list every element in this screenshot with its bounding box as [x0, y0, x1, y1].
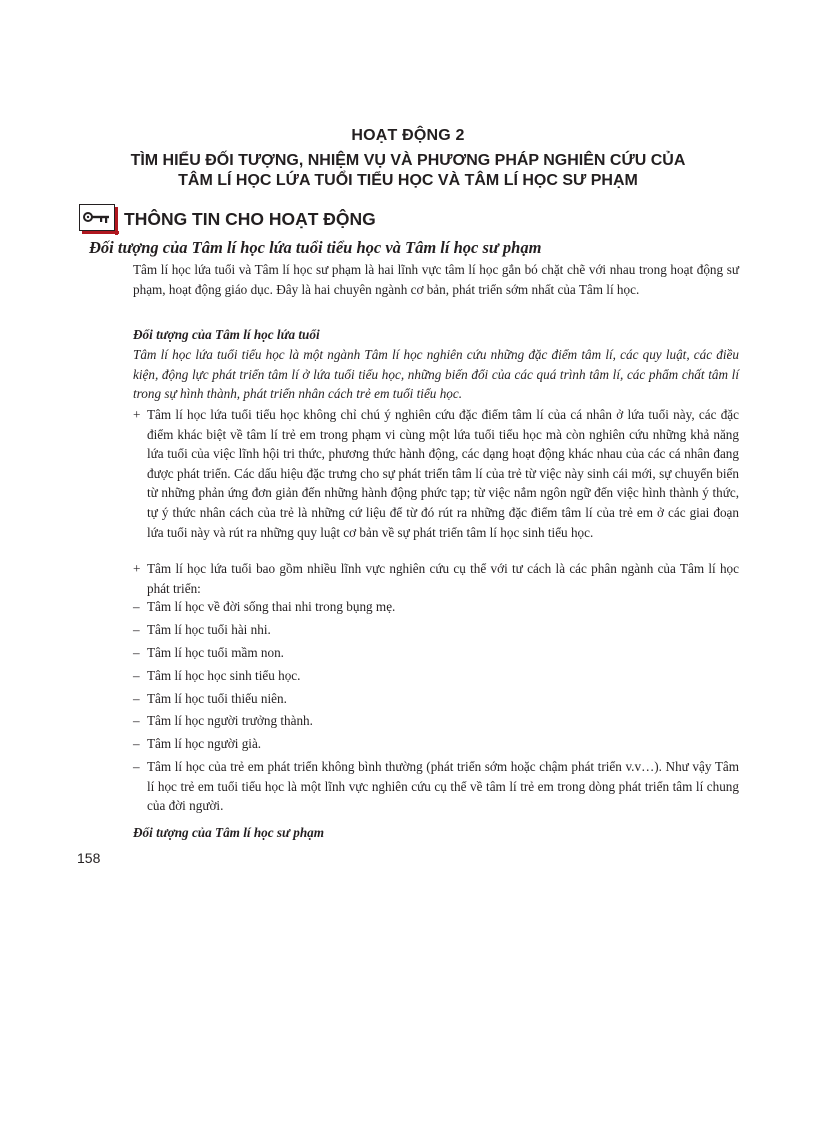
list-item-text: Tâm lí học tuổi mầm non.: [147, 644, 284, 660]
list-item: [133, 597, 739, 617]
list-item: [133, 734, 739, 754]
list-item: [133, 757, 739, 816]
dash-bullet: –: [133, 759, 140, 775]
intro-text: Tâm lí học lứa tuổi và Tâm lí học sư phạm là hai lĩnh vực tâm lí học gắn bó chặt chẽ với nhau trong hoạt động sư phạm, hoạt động giáo dục. Đây là hai chuyên ngành cơ bản, phát triển sớm nhất của Tâm lí học.: [133, 262, 739, 297]
list-item-text: Tâm lí học về đời sống thai nhi trong bụng mẹ.: [147, 599, 396, 614]
plus-bullet: +: [133, 561, 141, 576]
definition-paragraph: [133, 345, 739, 404]
list-item-text: Tâm lí học người trưởng thành.: [147, 713, 313, 729]
list-item: [133, 666, 739, 686]
list-item-text: Tâm lí học của trẻ em phát triển không bình thường (phát triển sớm hoặc chậm phát triển v.v…). Như vậy Tâm lí học trẻ em tuổi tiểu học là một lĩnh vực nghiên cứu cụ thể về tâm lí trẻ em trong dòng phát triển tâm lí chung của đời người.: [147, 759, 739, 814]
section-heading: THÔNG TIN CHO HOẠT ĐỘNG: [124, 209, 376, 229]
subheading-main: Đối tượng của Tâm lí học lứa tuổi tiểu học và Tâm lí học sư phạm: [89, 238, 542, 257]
key-glyph: [83, 210, 111, 224]
list-item: [133, 689, 739, 709]
dash-bullet: –: [133, 690, 140, 706]
plus-item-text: Tâm lí học lứa tuổi tiểu học không chỉ chú ý nghiên cứu đặc điểm tâm lí của cá nhân ở lứa tuổi này, các đặc điểm khác biệt về tâm lí trẻ em trong phạm vi cùng một lứa tuổi tiểu học mà còn nghiên cứu những khả năng lứa tuổi của việc lĩnh hội tri thức, phương thức hành động, các dạng hoạt động khác nhau của các cá nhân đang được phát triển. Các dấu hiệu đặc trưng cho sự phát triển tâm lí của trẻ từ việc này sinh cái mới, sự chuyển biến từ những phản ứng đơn giản đến những hành động phức tạp; từ việc nắm ngôn ngữ đến việc hình thành ý thức, tự ý thức nhân cách của trẻ là những cứ liệu để từ đó rút ra những đặc điểm tâm lí của trẻ em ở các giai đoạn lứa tuổi này và rút ra những quy luật cơ bản về sự phát triển tâm lí học sinh tiểu học.: [147, 407, 739, 540]
subheading-age-psychology: Đối tượng của Tâm lí học lứa tuổi: [133, 327, 320, 342]
list-item-text: Tâm lí học người già.: [147, 736, 262, 752]
intro-paragraph: [133, 260, 739, 299]
dash-bullet: –: [133, 713, 140, 729]
title-line-1: TÌM HIỂU ĐỐI TƯỢNG, NHIỆM VỤ VÀ PHƯƠNG PHÁP NGHIÊN CỨU CỦA: [130, 152, 686, 169]
dash-bullet: –: [133, 621, 140, 637]
dash-bullet: –: [133, 599, 140, 614]
list-item-text: Tâm lí học tuổi hài nhi.: [147, 621, 271, 637]
plus-bullet: +: [133, 407, 141, 422]
definition-text: Tâm lí học lứa tuổi tiểu học là một ngành Tâm lí học nghiên cứu những đặc điểm tâm lí, các quy luật, các điều kiện, động lực phát triển tâm lí ở lứa tuổi tiểu học, những biến đổi của các quá trình tâm lí, các phẩm chất tâm lí trong sự hình thành, phát triển nhân cách trẻ em tuổi tiểu học.: [133, 347, 739, 402]
title-line-2: TÂM LÍ HỌC LỨA TUỔI TIỂU HỌC VÀ TÂM LÍ HỌC SƯ PHẠM: [178, 172, 638, 189]
dash-bullet: –: [133, 736, 140, 752]
plus-item-text: Tâm lí học lứa tuổi bao gồm nhiều lĩnh vực nghiên cứu cụ thể với tư cách là các phân ngành của Tâm lí học phát triển:: [147, 561, 739, 596]
list-item: [133, 711, 739, 731]
page-title: [60, 151, 756, 191]
list-item-text: Tâm lí học học sinh tiểu học.: [147, 667, 301, 683]
dash-bullet: –: [133, 667, 140, 683]
list-item: [133, 620, 739, 640]
key-icon-shadow-bottom: [82, 231, 119, 234]
subheading-pedagogical-psychology: Đối tượng của Tâm lí học sư phạm: [133, 825, 325, 840]
plus-item-1: [133, 405, 739, 542]
list-item: [133, 643, 739, 663]
list-item-text: Tâm lí học tuổi thiếu niên.: [147, 690, 287, 706]
key-icon: [79, 204, 115, 231]
activity-label: HOẠT ĐỘNG 2: [351, 127, 465, 144]
page-number: 158: [77, 850, 101, 866]
plus-item-2: [133, 559, 739, 598]
dash-bullet: –: [133, 644, 140, 660]
branch-list: [133, 597, 739, 819]
